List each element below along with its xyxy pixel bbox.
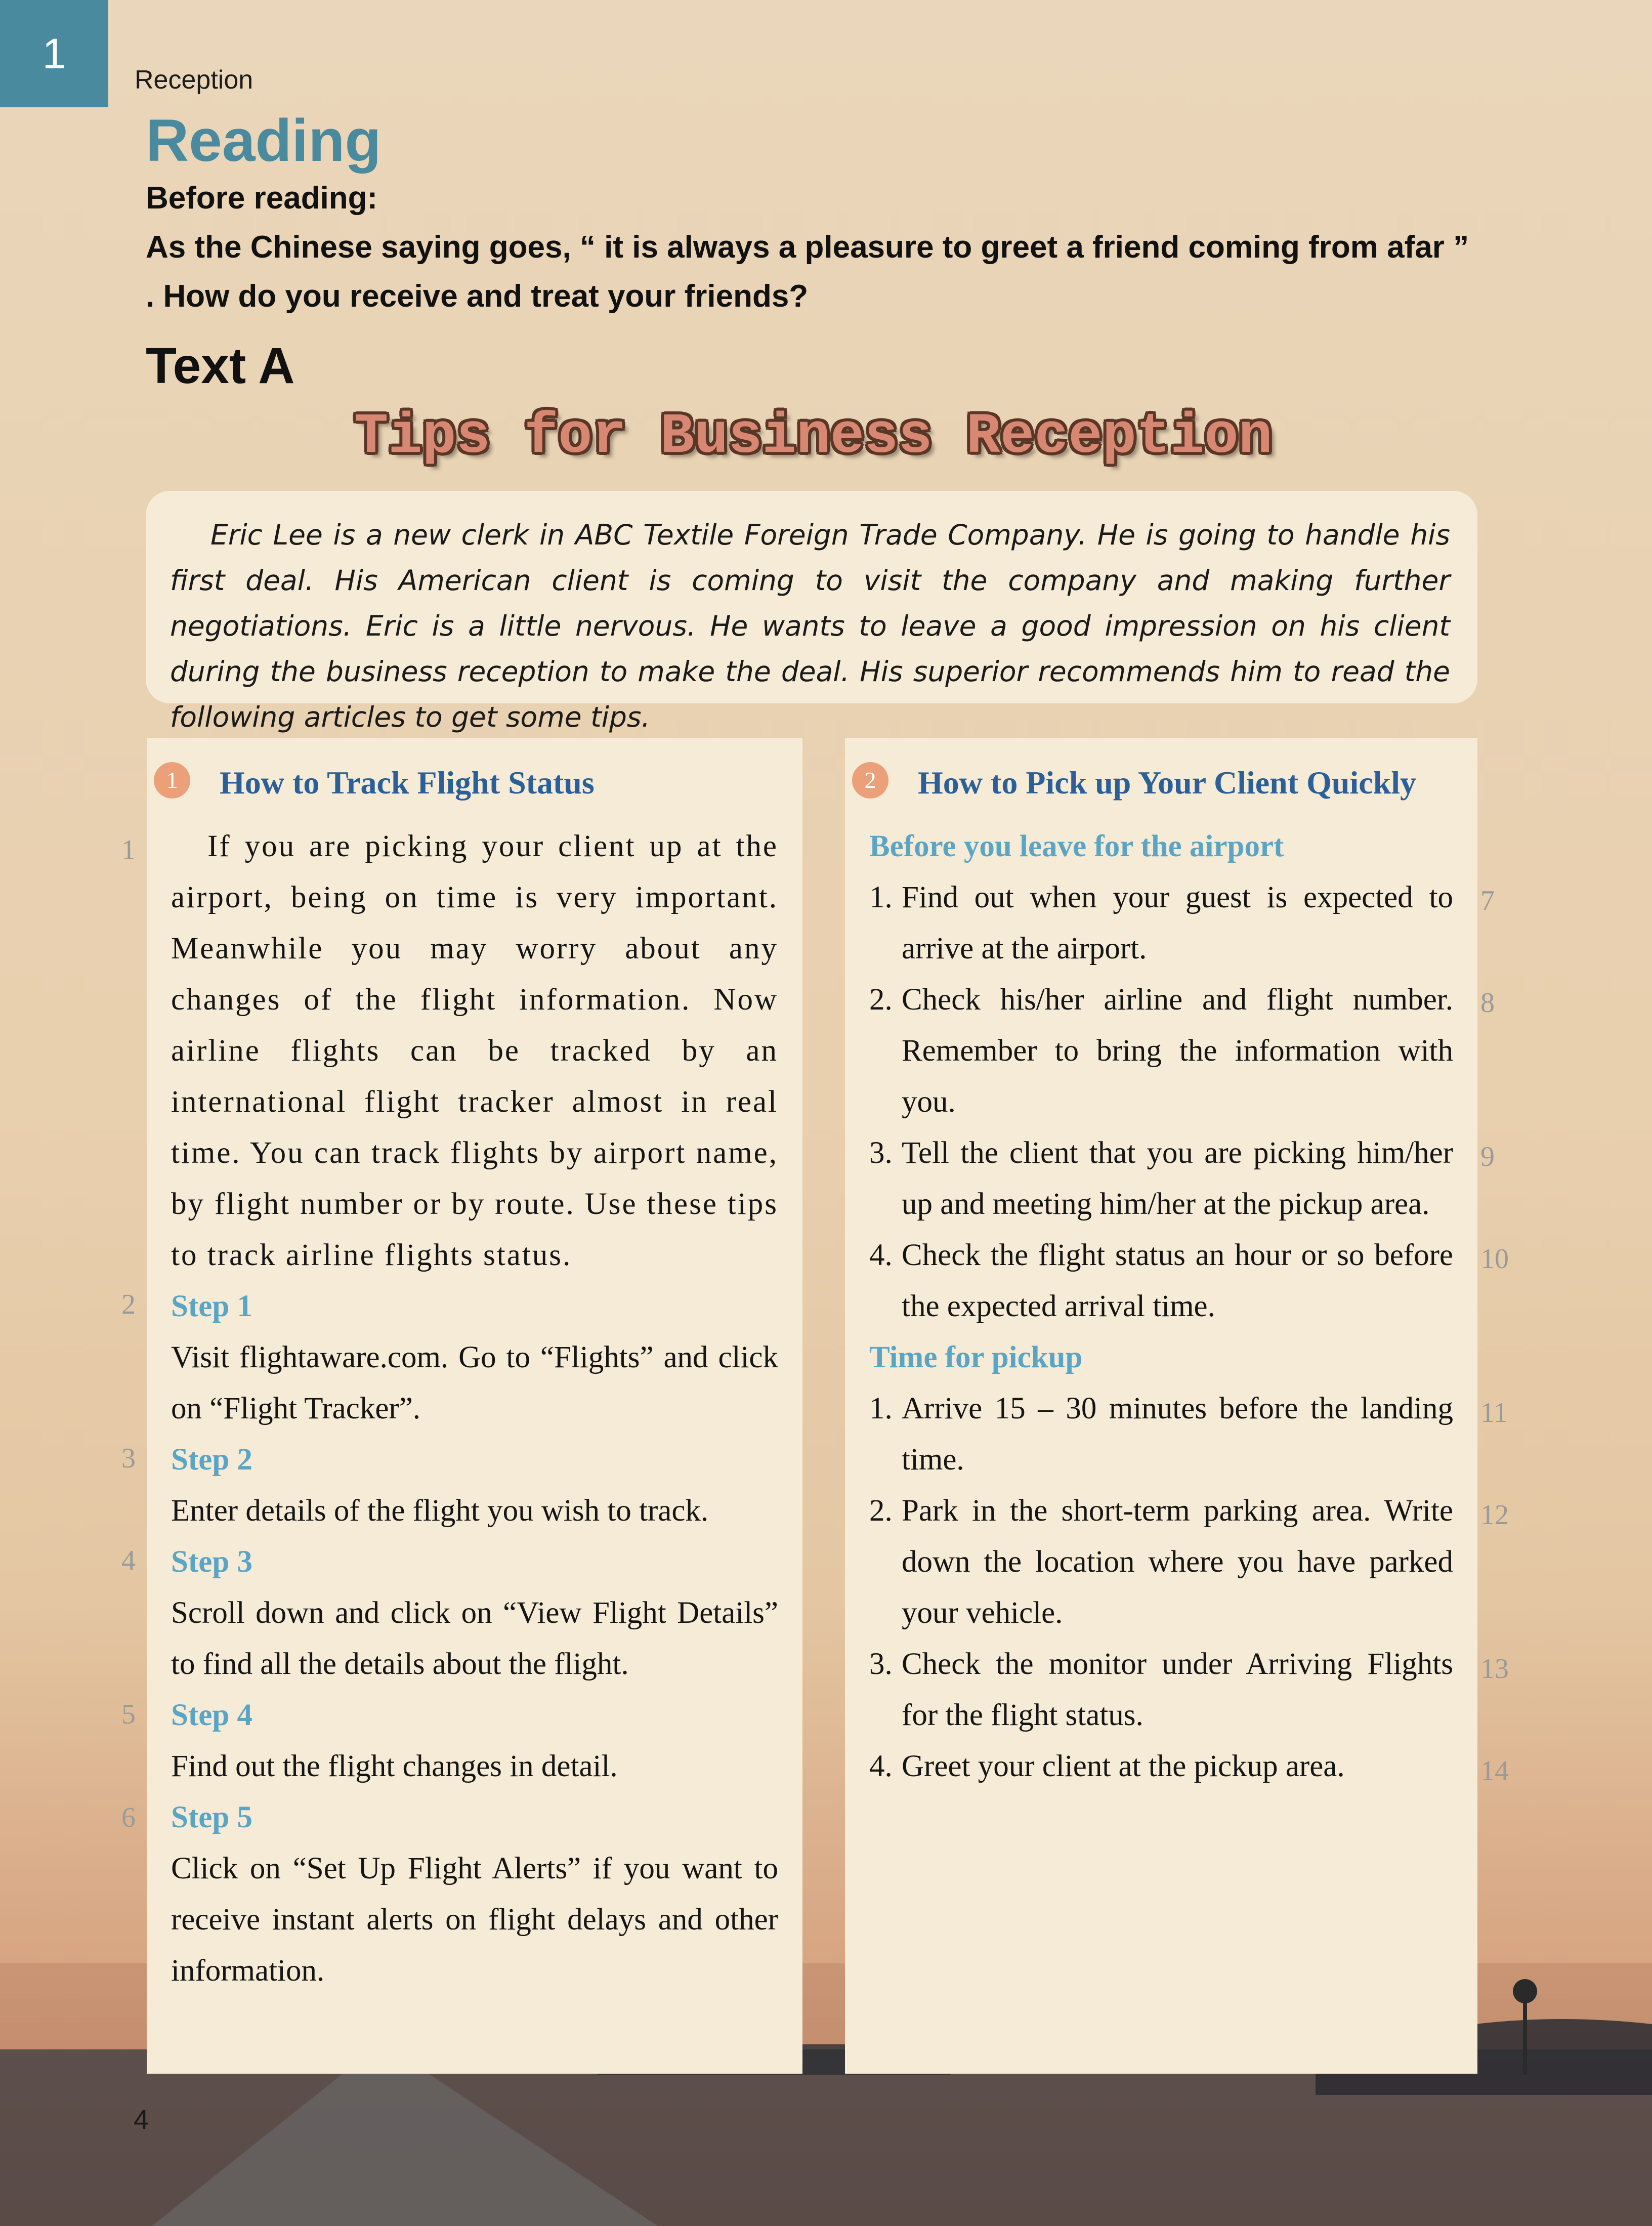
- before-reading-prompt: As the Chinese saying goes, “ it is always a pleasure to greet a friend coming from afar ” . How do you receive and treat your friends?: [146, 230, 1469, 314]
- paragraph-number: 13: [1480, 1653, 1509, 1685]
- item-text: Greet your client at the pickup area.: [902, 1749, 1345, 1783]
- step-text: Visit flightaware.com. Go to “Flights” and click on “Flight Tracker”.: [171, 1340, 778, 1425]
- list-item: [869, 1127, 1453, 1230]
- paragraph-number: 7: [1480, 885, 1495, 916]
- intro-box: Eric Lee is a new clerk in ABC Textile Foreign Trade Company. He is going to handle his first deal. His American client is coming to visit the company and making further negotiations. Eric is a little nervous. He wants to leave a good impression on his client during the business reception to make the deal. His superior recommends him to read the following articles to get some tips.: [146, 491, 1477, 703]
- paragraph-number: 3: [121, 1443, 136, 1474]
- item-number: 4.: [869, 1749, 893, 1783]
- item-number: 2.: [869, 983, 893, 1017]
- item-number: 2.: [869, 1494, 893, 1528]
- item-text: Check his/her airline and flight number. Remember to bring the information with you.: [902, 983, 1453, 1119]
- section-number-badge: 2: [852, 762, 888, 799]
- paragraph-number: 10: [1480, 1243, 1509, 1275]
- step-label: Step 5: [171, 1800, 252, 1834]
- paragraph-number: 2: [121, 1289, 136, 1320]
- list-item: [869, 1741, 1453, 1792]
- subheading: Before you leave for the airport: [869, 829, 1284, 863]
- paragraph-number: 14: [1480, 1755, 1509, 1787]
- left-column-panel: [147, 738, 802, 2074]
- list-item: [869, 1639, 1453, 1741]
- item-text: Park in the short-term parking area. Write down the location where you have parked your vehicle.: [902, 1494, 1453, 1630]
- step-text: Scroll down and click on “View Flight Details” to find all the details about the flight.: [171, 1596, 778, 1681]
- item-text: Check the flight status an hour or so before the expected arrival time.: [902, 1238, 1453, 1323]
- paragraph-number: 11: [1480, 1397, 1508, 1429]
- list-item: [869, 872, 1453, 974]
- item-number: 1.: [869, 1392, 893, 1425]
- unit-label: Reception: [135, 65, 253, 95]
- unit-number-badge: 1: [0, 0, 108, 107]
- paragraph-number: 8: [1480, 987, 1495, 1019]
- step-text: Click on “Set Up Flight Alerts” if you want to receive instant alerts on flight delays and other information.: [171, 1852, 778, 1988]
- page-number: 4: [134, 2105, 149, 2135]
- before-reading-label: Before reading:: [146, 181, 378, 216]
- section-title: Reading: [146, 107, 382, 174]
- paragraph-number: 9: [1480, 1141, 1495, 1172]
- paragraph-number: 12: [1480, 1499, 1509, 1531]
- item-text: Tell the client that you are picking him/her up and meeting him/her at the pickup area.: [902, 1136, 1453, 1221]
- subheading: Time for pickup: [869, 1340, 1083, 1374]
- item-text: Check the monitor under Arriving Flights for the flight status.: [902, 1647, 1453, 1732]
- step-text: Find out the flight changes in detail.: [171, 1749, 618, 1783]
- section-number-badge: 1: [154, 762, 190, 799]
- step-label: Step 3: [171, 1545, 252, 1579]
- left-section-header: [154, 753, 797, 804]
- article-title: Tips for Business Reception: [354, 405, 1273, 469]
- right-column-panel: [845, 738, 1477, 2074]
- paragraph-number: 1: [121, 834, 136, 866]
- item-number: 1.: [869, 880, 893, 914]
- intro-paragraph: If you are picking your client up at the airport, being on time is very important. Meanwhile you may worry about any changes of the flight information. Now airline flights can be tracked by an international flight tracker almost in real time. You can track flights by airport name, by flight number or by route. Use these tips to track airline flights status.: [171, 829, 778, 1272]
- step-label: Step 1: [171, 1289, 252, 1323]
- right-section-body: [869, 821, 1453, 1792]
- list-item: [869, 1485, 1453, 1639]
- text-label: Text A: [146, 338, 295, 394]
- item-number: 3.: [869, 1136, 893, 1170]
- list-item: [869, 1230, 1453, 1332]
- item-text: Find out when your guest is expected to arrive at the airport.: [902, 880, 1453, 965]
- item-text: Arrive 15 – 30 minutes before the landing time.: [902, 1392, 1453, 1477]
- step-label: Step 2: [171, 1443, 252, 1477]
- paragraph-number: 5: [121, 1699, 136, 1730]
- left-section-heading: How to Track Flight Status: [220, 765, 595, 801]
- step-text: Enter details of the flight you wish to track.: [171, 1494, 709, 1528]
- paragraph-number: 4: [121, 1545, 136, 1576]
- item-number: 3.: [869, 1647, 893, 1681]
- left-section-body: [171, 821, 778, 1996]
- list-item: [869, 974, 1453, 1127]
- right-section-heading: How to Pick up Your Client Quickly: [918, 765, 1416, 801]
- step-label: Step 4: [171, 1698, 252, 1732]
- list-item: [869, 1383, 1453, 1485]
- item-number: 4.: [869, 1238, 893, 1272]
- paragraph-number: 6: [121, 1802, 136, 1833]
- right-section-header: [852, 753, 1472, 804]
